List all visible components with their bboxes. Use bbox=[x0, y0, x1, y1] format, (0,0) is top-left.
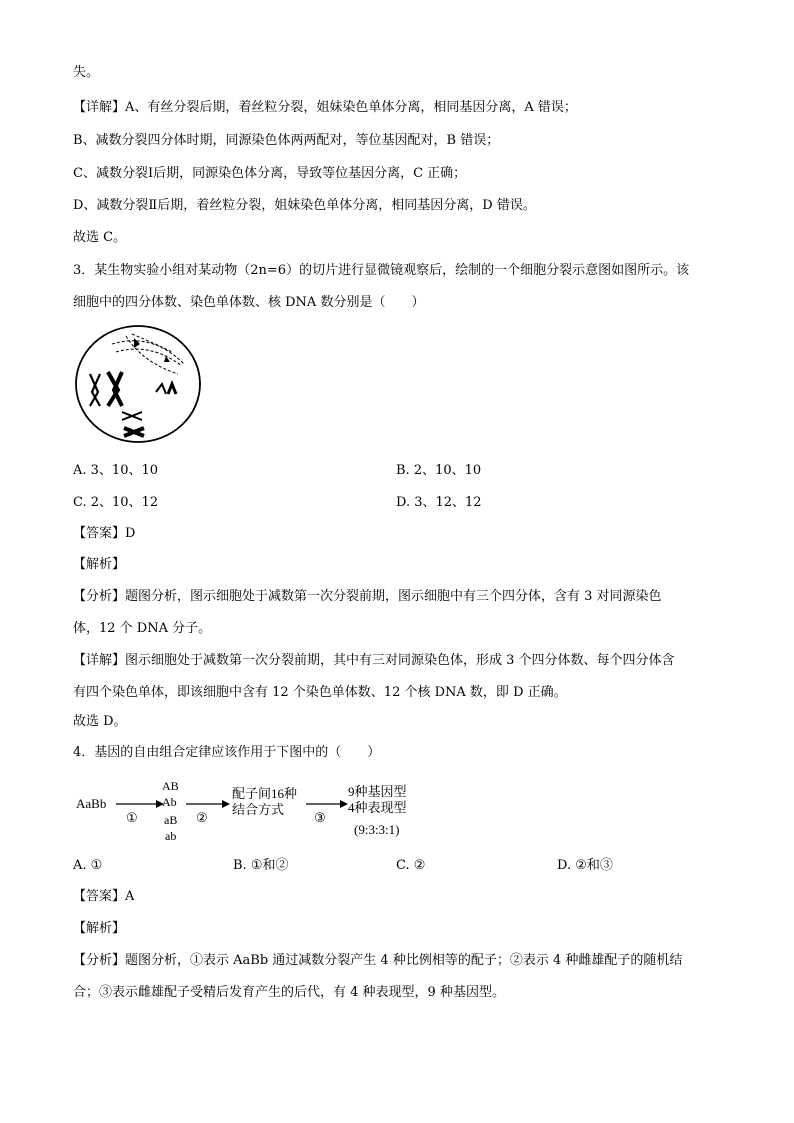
step-2-label: ② bbox=[196, 810, 208, 825]
option-a: A. 3、10、10 bbox=[73, 463, 159, 478]
analysis-heading: 【解析】 bbox=[73, 557, 126, 572]
parent-genotype: AaBb bbox=[76, 796, 107, 811]
option-b: B. ①和② bbox=[233, 858, 289, 873]
option-c: C. 2、10、12 bbox=[73, 495, 159, 510]
answer-4: 【答案】A bbox=[73, 889, 135, 904]
answer-3: 【答案】D bbox=[73, 526, 136, 541]
detail-line: B、减数分裂四分体时期，同源染色体两两配对，等位基因配对，B 错误； bbox=[73, 133, 500, 148]
analysis-line: 合；③表示雌雄配子受精后发育产生的后代，有 4 种表现型，9 种基因型。 bbox=[73, 985, 505, 1000]
detail-line: 【详解】图示细胞处于减数第一次分裂前期，其中有三对同源染色体，形成 3 个四分体数、每个四分体含 bbox=[73, 653, 675, 668]
gamete-ab: Ab bbox=[162, 795, 177, 809]
text-line: 失。 bbox=[73, 65, 100, 80]
analysis-line: 【分析】题图分析，①表示 AaBb 通过减数分裂产生 4 种比例相等的配子；②表示 4 种雌雄配子的随机结 bbox=[73, 953, 683, 968]
combination-count: 配子间16种 bbox=[232, 786, 298, 801]
analysis-line: 体，12 个 DNA 分子。 bbox=[73, 621, 212, 636]
question-4-stem: 4．基因的自由组合定律应该作用于下图中的（ ） bbox=[73, 745, 381, 760]
combination-label: 结合方式 bbox=[232, 802, 285, 817]
option-d: D. 3、12、12 bbox=[396, 495, 482, 510]
detail-line: 【详解】A、有丝分裂后期，着丝粒分裂，姐妹染色单体分离，相同基因分离，A 错误； bbox=[73, 100, 577, 115]
detail-line: 有四个染色单体，即该细胞中含有 12 个染色单体数、12 个核 DNA 数，即 D 正确。 bbox=[73, 685, 567, 700]
question-3-stem: 细胞中的四分体数、染色单体数、核 DNA 数分别是（ ） bbox=[73, 295, 425, 310]
step-3-label: ③ bbox=[314, 810, 326, 825]
genotype-count: 9种基因型 bbox=[348, 784, 407, 799]
step-1-label: ① bbox=[126, 810, 138, 825]
option-d: D. ②和③ bbox=[557, 858, 613, 873]
phenotype-count: 4种表现型 bbox=[348, 800, 407, 815]
detail-line: C、减数分裂Ⅰ后期，同源染色体分离，导致等位基因分离，C 正确； bbox=[73, 166, 467, 181]
option-a: A. ① bbox=[73, 858, 103, 873]
analysis-line: 【分析】题图分析，图示细胞处于减数第一次分裂前期，图示细胞中有三个四分体，含有 3 对同源染色 bbox=[73, 589, 662, 604]
gene-flow-diagram bbox=[72, 774, 432, 858]
detail-line: D、减数分裂Ⅱ后期，着丝粒分裂，姐妹染色单体分离，相同基因分离，D 错误。 bbox=[73, 198, 536, 213]
gamete-ab: aB bbox=[164, 813, 178, 827]
option-c: C. ② bbox=[396, 858, 426, 873]
choice-line: 故选 C。 bbox=[73, 230, 127, 245]
phenotype-ratio: (9:3:3:1) bbox=[354, 822, 400, 837]
cell-division-figure bbox=[72, 322, 204, 450]
gamete-ab: ab bbox=[165, 829, 177, 843]
analysis-heading: 【解析】 bbox=[73, 921, 126, 936]
option-b: B. 2、10、10 bbox=[396, 463, 482, 478]
question-3-stem: 3．某生物实验小组对某动物（2n=6）的切片进行显微镜观察后，绘制的一个细胞分裂示意图如图所示。该 bbox=[73, 263, 690, 278]
choice-line: 故选 D。 bbox=[73, 714, 127, 729]
gamete-ab: AB bbox=[162, 779, 179, 793]
